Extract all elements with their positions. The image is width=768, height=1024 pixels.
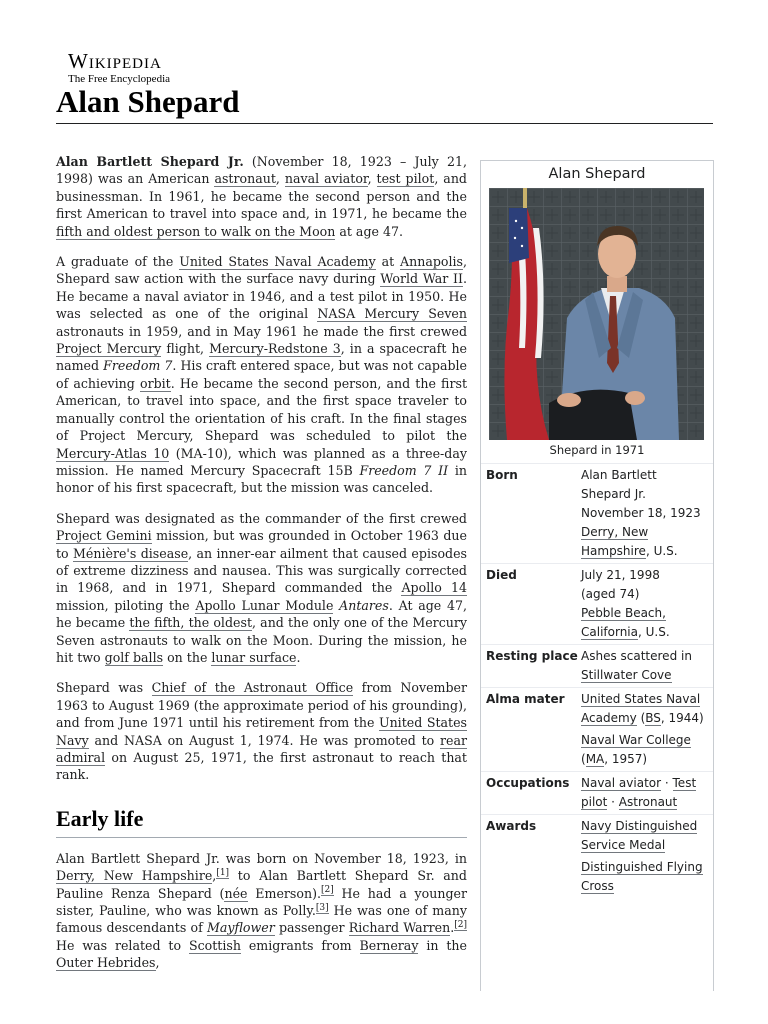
value-occupations: Naval aviator · Test pilot · Astronaut [581,776,697,809]
infobox-row-alma-mater [481,687,713,771]
portrait-caption: Shepard in 1971 [549,443,645,457]
infobox [480,160,714,991]
astronaut-office-paragraph: Shepard was Chief of the Astronaut Office from November 1963 to August 1969 (the approximate period of his grounding), and from June 1971 until his retirement from the United States Navy and NASA on August 1, 1974. He was promoted to rear admiral on August 25, 1971, the first astronaut to reach that rank. [56,680,467,783]
early-life-paragraph: Alan Bartlett Shepard Jr. was born on November 18, 1923, in Derry, New Hampshire,[1] to Alan Bartlett Shepard Sr. and Pauline Renza Shepard (née Emerson).[2] He had a younger sister, Pauline, who was known as Polly.[3] He was one of many famous descendants of Mayflower passenger Richard Warren.[2] He was related to Scottish emigrants from Berneray in the Outer Hebrides, [56,850,468,971]
value-died: July 21, 1998 (aged 74) Pebble Beach, California, U.S. [581,568,670,639]
link-lunar-surface[interactable]: lunar surface [211,649,297,665]
subject-name: Alan Bartlett Shepard Jr. [56,154,244,169]
link-chief-astronaut-office[interactable]: Chief of the Astronaut Office [151,680,354,696]
link-usna-infobox[interactable]: United States Naval Academy [581,692,701,725]
page-title: Alan Shepard [56,84,240,119]
infobox-row-resting-place [481,644,713,687]
infobox-row-died [481,563,713,644]
link-rear-admiral[interactable]: rear admiral [56,732,467,765]
link-project-gemini[interactable]: Project Gemini [56,528,152,544]
link-test-pilot-infobox[interactable]: Test pilot [581,776,697,809]
link-bs[interactable]: BS [645,711,661,725]
infobox-row-occupations [481,771,713,814]
link-test-pilot[interactable]: test pilot [376,171,435,187]
link-naval-aviator[interactable]: naval aviator [284,171,368,187]
career-paragraph: A graduate of the United States Naval Academy at Annapolis, Shepard saw action with the surface navy during World War II. He became a naval aviator in 1946, and a test pilot in 1950. He was selected as one of the original NASA Mercury Seven astronauts in 1959, and in May 1961 he made the first crewed Project Mercury flight, Mercury-Redstone 3, in a spacecraft he named Freedom 7. His craft entered space, but was not capable of achieving orbit. He became the second person, and the first American, to travel into space, and the first space traveler to manually control the orientation of his craft. In the final stages of Project Mercury, Shepard was scheduled to pilot the Mercury-Atlas 10 (MA-10), which was planned as a three-day mission. He named Mercury Spacecraft 15B Freedom 7 II in honor of his first spacecraft, but the mission was canceled. [56,254,468,496]
link-golf-balls[interactable]: golf balls [104,649,164,665]
title-divider [56,123,713,124]
link-mercury-redstone-3[interactable]: Mercury-Redstone 3 [209,341,341,357]
link-stillwater-cove[interactable]: Stillwater Cove [581,668,672,682]
label-died: Died [486,568,517,582]
article-body [56,153,467,985]
label-alma-mater: Alma mater [486,692,565,706]
link-naval-aviator-infobox[interactable]: Naval aviator [581,776,662,790]
link-outer-hebrides[interactable]: Outer Hebrides [56,955,156,971]
infobox-title: Alan Shepard [548,166,646,182]
infobox-row-awards [481,814,713,898]
reference-1[interactable]: [1] [216,868,230,879]
label-awards: Awards [486,819,537,833]
link-annapolis[interactable]: Annapolis [400,254,463,270]
link-derry-nh[interactable]: Derry, New Hampshire [56,868,213,884]
value-alma-mater: United States Naval Academy (BS, 1944) Naval War College (MA, 1957) [581,692,704,766]
link-us-navy[interactable]: United States Navy [56,715,467,748]
portrait-image[interactable] [489,188,704,440]
link-astronaut-infobox[interactable]: Astronaut [618,795,678,809]
logo-wordmark: Wikipedia [68,49,162,73]
intro-paragraph: Alan Bartlett Shepard Jr. (November 18, 1923 – July 21, 1998) was an American astronaut, naval aviator, test pilot, and businessman. In 1961, he became the second person and the first American to travel into space and, in 1971, he became the fifth and oldest person to walk on the Moon at age 47. [56,154,467,239]
wikipedia-logo[interactable] [68,50,170,85]
link-dfc[interactable]: Distinguished Flying Cross [581,860,703,893]
link-died-place[interactable]: Pebble Beach, California [581,606,666,639]
link-born-place[interactable]: Derry, New Hampshire [581,525,649,558]
section-heading-early-life: Early life [56,806,467,838]
value-born: Alan Bartlett Shepard Jr. November 18, 1923 Derry, New Hampshire, U.S. [581,468,701,558]
link-astronaut[interactable]: astronaut [214,171,276,187]
link-mayflower[interactable]: Mayflower [206,920,275,936]
link-navy-dsm[interactable]: Navy Distinguished Service Medal [581,819,698,852]
label-occupations: Occupations [486,776,570,790]
link-richard-warren[interactable]: Richard Warren [348,920,451,936]
link-apollo-lunar-module[interactable]: Apollo Lunar Module [195,597,334,613]
link-fifth-oldest-moonwalker[interactable]: fifth and oldest person to walk on the Moon [56,223,336,239]
link-mercury-seven[interactable]: NASA Mercury Seven [317,306,467,322]
logo-tagline: The Free Encyclopedia [68,73,171,85]
link-berneray[interactable]: Berneray [359,937,419,953]
link-nee[interactable]: née [224,885,248,901]
link-orbit[interactable]: orbit [139,375,171,391]
link-project-mercury[interactable]: Project Mercury [56,341,162,357]
reference-3[interactable]: [3] [315,902,329,913]
link-fifth-oldest[interactable]: the fifth, the oldest [129,615,253,631]
link-apollo-14[interactable]: Apollo 14 [401,580,468,596]
link-ma[interactable]: MA [585,752,605,766]
value-resting-place: Ashes scattered in Stillwater Cove [581,649,692,682]
link-world-war-ii[interactable]: World War II [380,271,463,287]
reference-2[interactable]: [2] [321,885,334,896]
label-resting-place: Resting place [486,649,578,663]
gemini-apollo-paragraph: Shepard was designated as the commander of the first crewed Project Gemini mission, but was grounded in October 1963 due to Ménière's disease, an inner-ear ailment that caused episodes of extreme dizziness and nausea. This was surgically corrected in 1968, and in 1971, Shepard commanded the Apollo 14 mission, piloting the Apollo Lunar Module Antares. At age 47, he became the fifth, the oldest, and the only one of the Mercury Seven astronauts to walk on the Moon. During the mission, he hit two golf balls on the lunar surface. [56,510,468,665]
value-awards [581,817,709,896]
label-born: Born [486,468,518,482]
link-menieres-disease[interactable]: Ménière's disease [73,545,189,561]
reference-2b[interactable]: [2] [454,920,467,931]
link-naval-war-college[interactable]: Naval War College [581,733,691,747]
infobox-rows [481,463,713,898]
link-scottish[interactable]: Scottish [188,937,241,953]
link-usna[interactable]: United States Naval Academy [179,254,376,270]
infobox-row-born [481,463,713,563]
portrait-illustration [489,188,704,440]
link-mercury-atlas-10[interactable]: Mercury-Atlas 10 [56,445,170,461]
